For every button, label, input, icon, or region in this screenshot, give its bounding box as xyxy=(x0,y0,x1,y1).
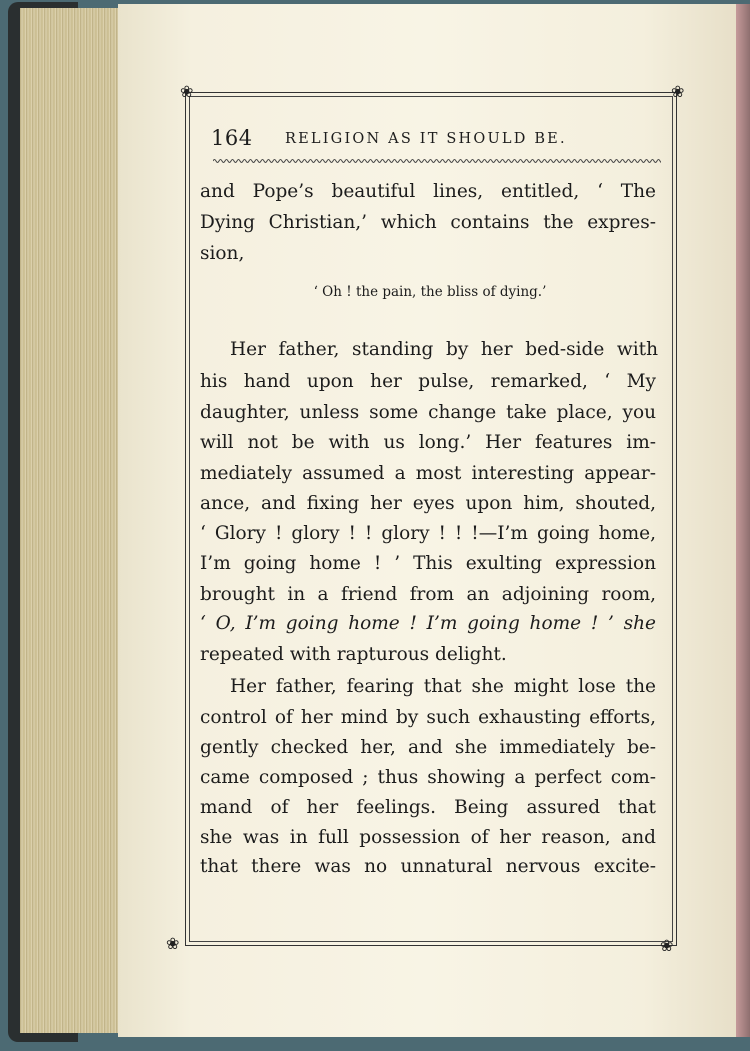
text-line: brought in a friend from an adjoining room, xyxy=(200,584,656,605)
text-line: Dying Christian,’ which contains the expres- xyxy=(200,212,656,233)
page-number: 164 xyxy=(211,126,253,150)
text-line: will not be with us long.’ Her features im- xyxy=(200,432,656,453)
text-line: gently checked her, and she immediately be- xyxy=(200,737,656,758)
text-line: that there was no unnatural nervous excite- xyxy=(200,856,656,877)
text-line-italic: ‘ O, I’m going home ! I’m going home ! ’ she xyxy=(200,613,656,634)
corner-ornament-icon: ❀ xyxy=(671,82,685,101)
text-line: ‘ Glory ! glory ! ! glory ! ! !—I’m going home, xyxy=(200,523,656,544)
text-line: his hand upon her pulse, remarked, ‘ My xyxy=(200,371,656,392)
verse-quote: ‘ Oh ! the pain, the bliss of dying.’ xyxy=(313,284,547,300)
text-line: daughter, unless some change take place, you xyxy=(200,402,656,423)
text-line: sion, xyxy=(200,243,245,264)
paragraph-first-line: Her father, fearing that she might lose the xyxy=(230,676,656,697)
text-line: came composed ; thus showing a perfect com- xyxy=(200,767,656,788)
text-line: mediately assumed a most interesting appear- xyxy=(200,463,656,484)
page-header xyxy=(211,126,661,156)
text-line: mand of her feelings. Being assured that xyxy=(200,797,656,818)
page-edges xyxy=(20,8,123,1033)
text-line: ance, and fixing her eyes upon him, shouted, xyxy=(200,493,656,514)
text-line: repeated with rapturous delight. xyxy=(200,644,507,665)
corner-ornament-icon: ❀ xyxy=(180,82,194,101)
corner-ornament-icon: ❀ xyxy=(660,936,674,955)
text-line: and Pope’s beautiful lines, entitled, ‘ The xyxy=(200,181,656,202)
wavy-rule xyxy=(213,156,661,166)
text-line: I’m going home ! ’ This exulting expression xyxy=(200,553,656,574)
page-right-edge xyxy=(736,4,750,1037)
paragraph-first-line: Her father, standing by her bed-side with xyxy=(230,339,658,360)
text-line: control of her mind by such exhausting efforts, xyxy=(200,707,656,728)
text-line: she was in full possession of her reason, and xyxy=(200,827,656,848)
running-title: RELIGION AS IT SHOULD BE. xyxy=(285,131,567,147)
corner-ornament-icon: ❀ xyxy=(166,934,180,953)
